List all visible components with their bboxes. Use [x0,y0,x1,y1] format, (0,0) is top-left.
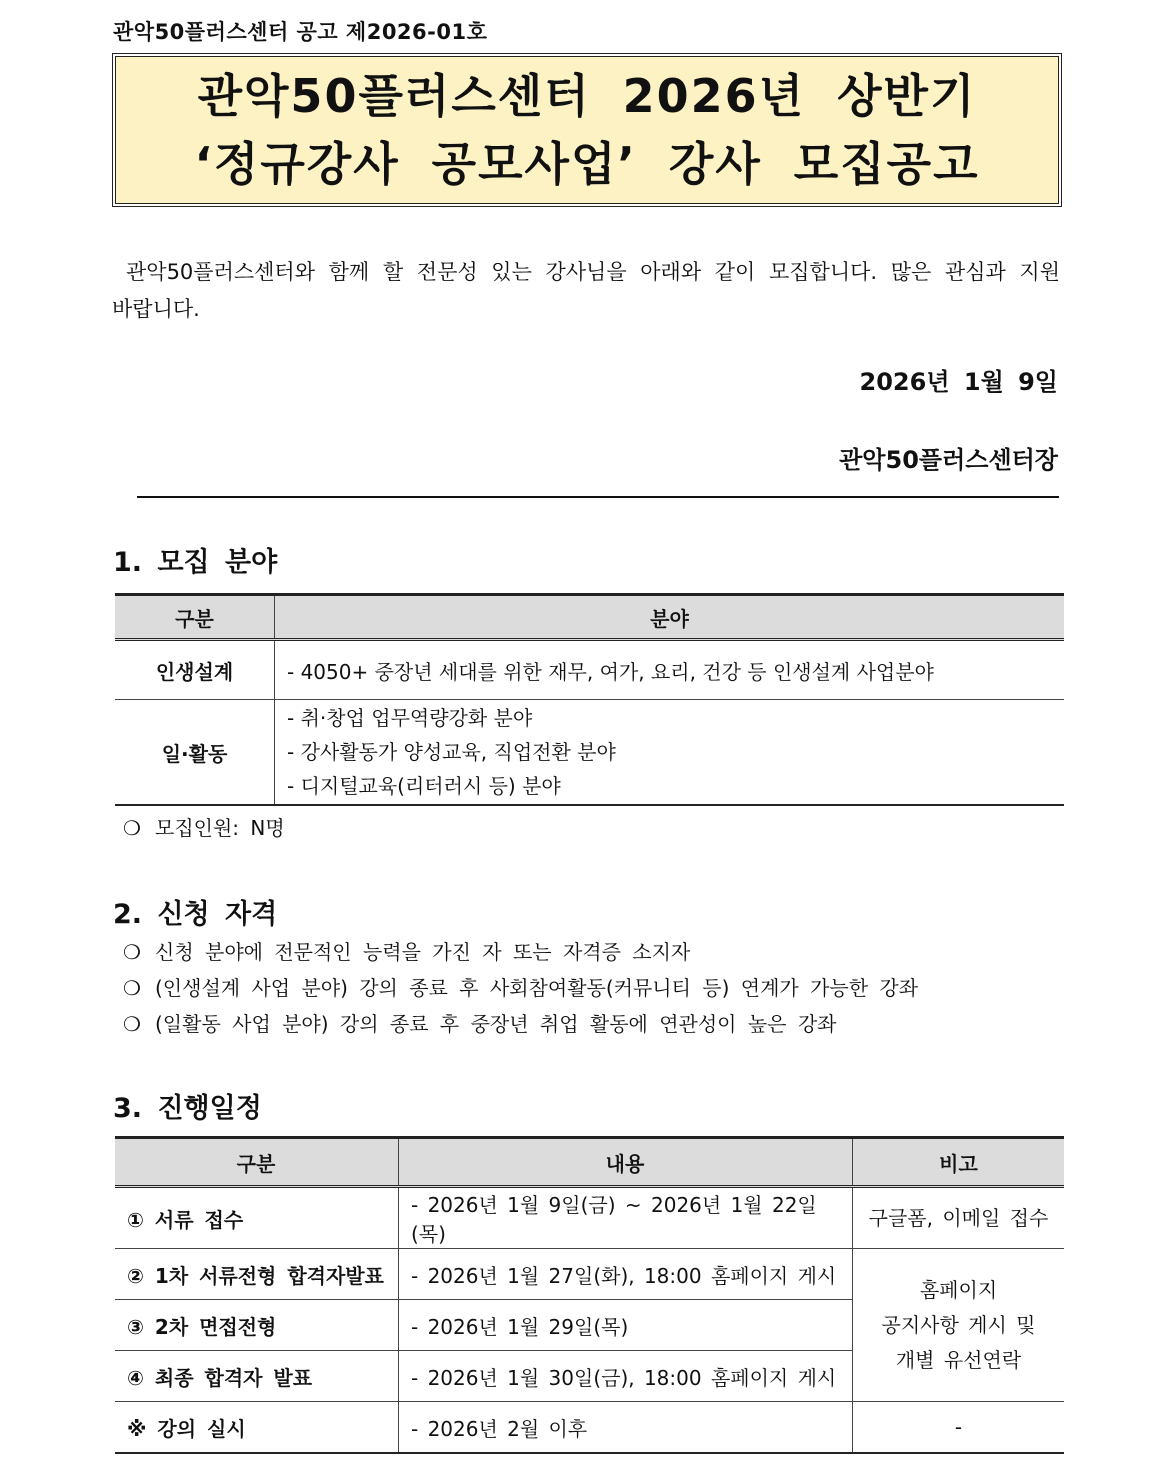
field-item: - 디지털교육(리터러시 등) 분야 [287,774,561,798]
schedule-step: ① 서류 접수 [115,1187,399,1249]
qualification-item [123,972,918,1001]
table-row [115,1249,1064,1300]
title-box [115,56,1059,204]
qualification-text: (일활동 사업 분야) 강의 종료 후 중장년 취업 활동에 연관성이 높은 강좌 [155,1012,837,1036]
bullet-icon: ❍ [123,940,141,964]
section1-title: 1. 모집 분야 [113,547,278,578]
bullet-icon: ❍ [123,1012,141,1036]
intro-paragraph [112,254,1060,328]
issuer: 관악50플러스센터장 [839,446,1058,474]
title-line-2: ‘정규강사 공모사업’ 강사 모집공고 [194,137,980,191]
note-line: 개별 유선연락 [895,1347,1022,1372]
field-item: - 취·창업 업무역량강화 분야 [287,706,533,730]
note-line: 홈페이지 [919,1277,998,1302]
qualification-item [123,1008,837,1037]
schedule-step: ④ 최종 합격자 발표 [115,1351,399,1402]
schedule-step: ※ 강의 실시 [115,1402,399,1454]
title-line-1: 관악50플러스센터 2026년 상반기 [197,69,977,123]
section2-title: 2. 신청 자격 [113,899,278,930]
field-category: 인생설계 [115,640,275,700]
field-item: - 4050+ 중장년 세대를 위한 재무, 여가, 요리, 건강 등 인생설계 사업분야 [275,640,1065,700]
schedule-content: - 2026년 1월 9일(금) ~ 2026년 1월 22일(목) [399,1187,853,1249]
field-items [275,700,1065,806]
field-item: - 강사활동가 양성교육, 직업전환 분야 [287,740,616,764]
schedule-step: ③ 2차 면접전형 [115,1300,399,1351]
notice-date: 2026년 1월 9일 [859,368,1058,396]
qualification-text: 신청 분야에 전문적인 능력을 가진 자 또는 자격증 소지자 [155,940,691,964]
table-row [115,1402,1064,1454]
field-category: 일·활동 [115,700,275,806]
schedule-table [115,1136,1064,1454]
table-header: 구분 [115,595,275,640]
note-line: 공지사항 게시 및 [881,1312,1036,1337]
schedule-content: - 2026년 1월 29일(목) [399,1300,853,1351]
schedule-note: 구글폼, 이메일 접수 [853,1187,1065,1249]
recruit-count-text: 모집인원: N명 [155,816,285,840]
qualification-text: (인생설계 사업 분야) 강의 종료 후 사회참여활동(커뮤니티 등) 연계가 가능한 강좌 [155,976,919,1000]
schedule-content: - 2026년 1월 27일(화), 18:00 홈페이지 게시 [399,1249,853,1300]
schedule-note-merged [853,1249,1065,1402]
schedule-step: ② 1차 서류전형 합격자발표 [115,1249,399,1300]
table-header: 구분 [115,1138,399,1187]
recruit-field-table [115,593,1064,806]
qualification-item [123,936,690,965]
schedule-content: - 2026년 1월 30일(금), 18:00 홈페이지 게시 [399,1351,853,1402]
section3-title: 3. 진행일정 [113,1093,262,1124]
notice-number: 관악50플러스센터 공고 제2026-01호 [113,20,488,44]
table-header: 분야 [275,595,1065,640]
recruit-count [123,812,285,841]
table-header: 비고 [853,1138,1065,1187]
intro-text: 관악50플러스센터와 함께 할 전문성 있는 강사님을 아래와 같이 모집합니다. 많은 관심과 지원 바랍니다. [112,260,1060,321]
table-row [115,1187,1064,1249]
bullet-icon: ❍ [123,976,141,1000]
table-header: 내용 [399,1138,853,1187]
schedule-note: - [853,1402,1065,1454]
schedule-content: - 2026년 2월 이후 [399,1402,853,1454]
bullet-icon: ❍ [123,816,141,840]
divider [137,496,1059,498]
